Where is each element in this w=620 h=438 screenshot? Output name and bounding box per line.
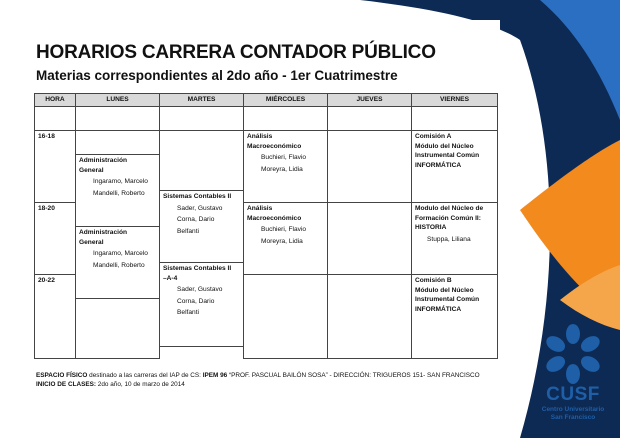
table-row <box>35 131 498 143</box>
schedule-cell: Comisión A Módulo del Núcleo Instrumental Común INFORMÁTICA <box>412 131 498 203</box>
table-header-row <box>35 94 498 107</box>
hour-cell: 16-18 <box>35 131 76 203</box>
col-jueves: JUEVES <box>328 94 412 107</box>
footer-espacio: ESPACIO FÍSICO destinado a las carreras del IAP de CS: IPEM 96 “PROF. PASCUAL BAILÓN SOSA” - DIRECCIÓN: TRIGUEROS 151- SAN FRANCISCO <box>36 372 480 379</box>
col-lunes: LUNES <box>76 94 160 107</box>
schedule-cell: Modulo del Núcleo de Formación Común II: HISTORIA Stuppa, Liliana <box>412 203 498 275</box>
col-miercoles: MIÉRCOLES <box>244 94 328 107</box>
col-viernes: VIERNES <box>412 94 498 107</box>
hour-cell: 20-22 <box>35 275 76 359</box>
schedule-cell: Administración General Ingaramo, Marcelo Mandelli, Roberto <box>76 227 160 299</box>
schedule-cell: Administración General Ingaramo, Marcelo Mandelli, Roberto <box>76 155 160 227</box>
hour-cell: 18-20 <box>35 203 76 275</box>
footer-notes <box>36 372 516 389</box>
schedule-cell: Análisis Macroeconómico Buchieri, Flavio Moreyra, Lidia <box>244 203 328 275</box>
page-subtitle: Materias correspondientes al 2do año - 1er Cuatrimestre <box>36 68 398 83</box>
schedule-cell: Sistemas Contables II Sader, Gustavo Corna, Dario Belfanti <box>160 191 244 263</box>
table-row <box>35 107 498 131</box>
page-title: HORARIOS CARRERA CONTADOR PÚBLICO <box>36 42 436 63</box>
footer-inicio: INICIO DE CLASES: 2do año, 10 de marzo de 2014 <box>36 380 185 388</box>
schedule-cell: Análisis Macroeconómico Buchieri, Flavio Moreyra, Lidia <box>244 131 328 203</box>
schedule-cell: Comisión B Módulo del Núcleo Instrumental Común INFORMÁTICA <box>412 275 498 359</box>
schedule-cell: Sistemas Contables II –A-4 Sader, Gustavo Corna, Dario Belfanti <box>160 263 244 347</box>
col-martes: MARTES <box>160 94 244 107</box>
schedule-table <box>34 93 498 359</box>
cusf-logo-icon <box>538 322 608 384</box>
col-hora: HORA <box>35 94 76 107</box>
logo-subtitle: Centro Universitario San Francisco <box>541 406 605 422</box>
logo-name: CUSF <box>546 384 600 405</box>
